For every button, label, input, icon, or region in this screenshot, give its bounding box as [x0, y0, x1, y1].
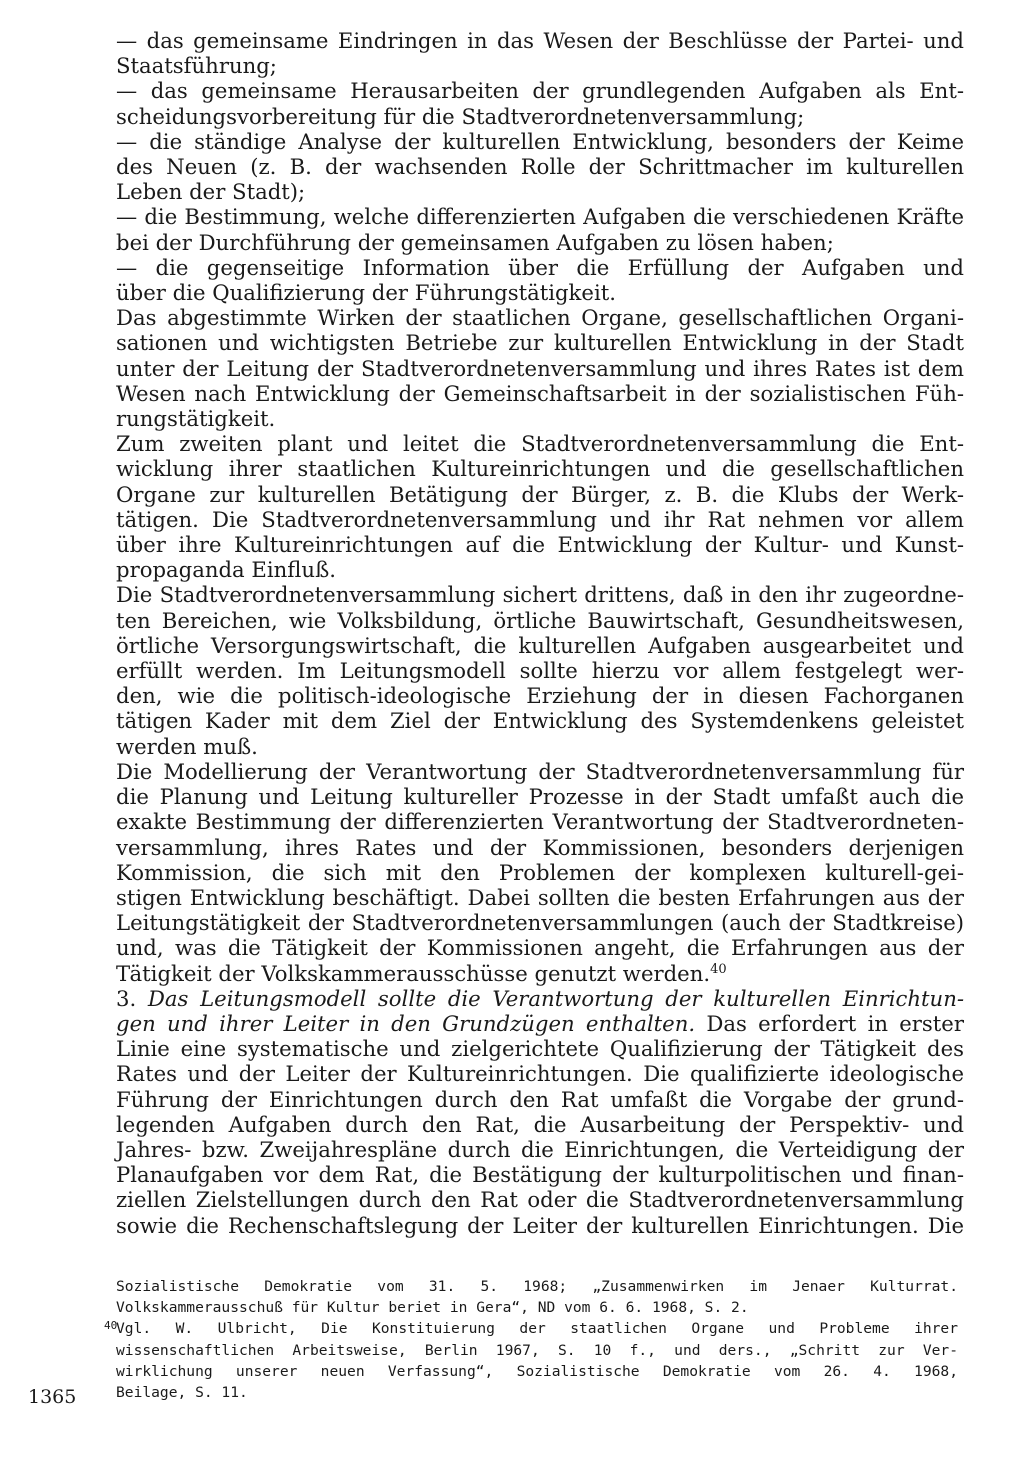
footnotes — [104, 1276, 958, 1403]
page-number: 1365 — [28, 1386, 77, 1408]
text-line: die Planung und Leitung kultureller Prozesse in der Stadt umfaßt auch die — [116, 784, 964, 810]
footnote-line: wissenschaftlichen Arbeitsweise, Berlin 1967, S. 10 f., und ders., „Schritt zur Ver- — [116, 1341, 958, 1359]
text-line: Das abgestimmte Wirken der staatlichen Organe, gesellschaftlichen Organi- — [116, 305, 964, 331]
footnote-number: 40 — [104, 1319, 118, 1333]
text-line: — das gemeinsame Eindringen in das Wesen der Beschlüsse der Partei- und — [116, 28, 964, 53]
text-line: stigen Entwicklung beschäftigt. Dabei sollten die besten Erfahrungen aus der — [116, 884, 964, 910]
text-line: Rates und der Leiter der Kultureinrichtungen. Die qualifizierte ideologische — [116, 1061, 964, 1087]
numbered-item-line — [116, 986, 964, 1011]
text-line: Planaufgaben vor dem Rat, die Bestätigung der kulturpolitischen und finan- — [116, 1162, 964, 1188]
text-line: — die gegenseitige Information über die Erfüllung der Aufgaben und — [116, 254, 964, 280]
text-line: den, wie die politisch-ideologische Erziehung der in diesen Fachorganen — [116, 683, 964, 709]
text-line: — die ständige Analyse der kulturellen Entwicklung, besonders der Keime — [116, 128, 964, 154]
text-line: Leitungstätigkeit der Stadtverordnetenversammlungen (auch der Stadtkreise) — [116, 910, 964, 936]
text-line: rungstätigkeit. — [116, 406, 276, 432]
footnote-line: Volkskammerausschuß für Kultur beriet in Gera“, ND vom 6. 6. 1968, S. 2. — [116, 1299, 749, 1317]
text-line: Führung der Einrichtungen durch den Rat umfaßt die Vorgabe der grund- — [116, 1086, 964, 1112]
text-line: des Neuen (z. B. der wachsenden Rolle der Schrittmacher im kulturellen — [116, 154, 964, 180]
italic-heading: gen und ihrer Leiter in den Grundzügen enthalten. — [116, 1010, 696, 1036]
text-line: werden muß. — [116, 733, 258, 759]
text-line: bei der Durchführung der gemeinsamen Aufgaben zu lösen haben; — [116, 229, 834, 255]
text-line: Die Stadtverordnetenversammlung sichert drittens, daß in den ihr zugeordne- — [116, 582, 964, 608]
text-line: exakte Bestimmung der differenzierten Verantwortung der Stadtverordneten- — [116, 809, 964, 835]
text-line: propaganda Einfluß. — [116, 557, 336, 583]
numbered-item-line — [116, 1011, 964, 1036]
text-line — [116, 961, 964, 986]
text-line: Organe zur kulturellen Betätigung der Bürger, z. B. die Klubs der Werk- — [116, 481, 964, 507]
text-line: über ihre Kultureinrichtungen auf die Entwicklung der Kultur- und Kunst- — [116, 532, 964, 558]
footnote-line: Sozialistische Demokratie vom 31. 5. 1968; „Zusammenwirken im Jenaer Kulturrat. — [116, 1278, 958, 1295]
footnote-line: wirklichung unserer neuen Verfassung“, Sozialistische Demokratie vom 26. 4. 1968, — [116, 1362, 958, 1380]
text-line: scheidungsvorbereitung für die Stadtverordnetenversammlung; — [116, 103, 805, 129]
text-line: Wesen nach Entwicklung der Gemeinschaftsarbeit in der sozialistischen Füh- — [116, 380, 964, 406]
text-line: sationen und wichtigsten Betriebe zur kulturellen Entwicklung in der Stadt — [116, 330, 964, 356]
text-line: örtliche Versorgungswirtschaft, die kulturellen Aufgaben ausgearbeitet und — [116, 632, 964, 658]
footnote-reference: 40 — [710, 961, 727, 977]
italic-heading: Das Leitungsmodell sollte die Verantwortung der kulturellen Einrichtun- — [147, 985, 964, 1011]
text-line: versammlung, ihres Rates und der Kommissionen, besonders derjenigen — [116, 834, 964, 860]
text-line: erfüllt werden. Im Leitungsmodell sollte hierzu vor allem festgelegt wer- — [116, 658, 964, 684]
text-line: und, was die Tätigkeit der Kommissionen angeht, die Erfahrungen aus der — [116, 935, 964, 961]
text-line: — das gemeinsame Herausarbeiten der grundlegenden Aufgaben als Ent- — [116, 78, 964, 104]
footnote-40 — [104, 1318, 958, 1403]
text-line: — die Bestimmung, welche differenzierten Aufgaben die verschiedenen Kräfte — [116, 204, 964, 230]
footnote-line: Vgl. W. Ulbricht, Die Konstituierung der staatlichen Organe und Probleme ihrer — [116, 1320, 958, 1338]
text-line: Die Modellierung der Verantwortung der Stadtverordnetenversammlung für — [116, 758, 964, 784]
text-line: ziellen Zielstellungen durch den Rat oder die Stadtverordnetenversammlung — [116, 1187, 964, 1213]
text-line: legenden Aufgaben durch den Rat, die Ausarbeitung der Perspektiv- und — [116, 1111, 964, 1137]
text-line: Zum zweiten plant und leitet die Stadtverordnetenversammlung die Ent- — [116, 431, 964, 457]
text-line: Kommission, die sich mit den Problemen der komplexen kulturell-gei- — [116, 859, 964, 885]
text-line: Jahres- bzw. Zweijahrespläne durch die Einrichtungen, die Verteidigung der — [116, 1136, 964, 1162]
text-line: sowie die Rechenschaftslegung der Leiter der kulturellen Einrichtungen. Die — [116, 1212, 964, 1238]
text-line: ten Bereichen, wie Volksbildung, örtliche Bauwirtschaft, Gesundheitswesen, — [116, 607, 964, 633]
text-line: Linie eine systematische und zielgerichtete Qualifizierung der Tätigkeit des — [116, 1036, 964, 1062]
text-line: tätigen Kader mit dem Ziel der Entwicklung des Systemdenkens geleistet — [116, 708, 964, 734]
text-line: Leben der Stadt); — [116, 179, 306, 205]
main-text — [116, 28, 964, 1238]
footnote-line: Beilage, S. 11. — [116, 1384, 248, 1402]
text-line: wicklung ihrer staatlichen Kultureinrichtungen und die gesellschaftlichen — [116, 456, 964, 482]
item-number: 3. — [116, 985, 137, 1011]
text-line: unter der Leitung der Stadtverordnetenversammlung und ihres Rates ist dem — [116, 355, 964, 381]
text-line: Staatsführung; — [116, 53, 277, 79]
text-line: über die Qualifizierung der Führungstätigkeit. — [116, 280, 616, 306]
text-line: tätigen. Die Stadtverordnetenversammlung und ihr Rat nehmen vor allem — [116, 506, 964, 532]
text-segment: Das erfordert in erster — [706, 1010, 964, 1036]
text-segment: Tätigkeit der Volkskammerausschüsse genutzt werden. — [116, 960, 711, 986]
